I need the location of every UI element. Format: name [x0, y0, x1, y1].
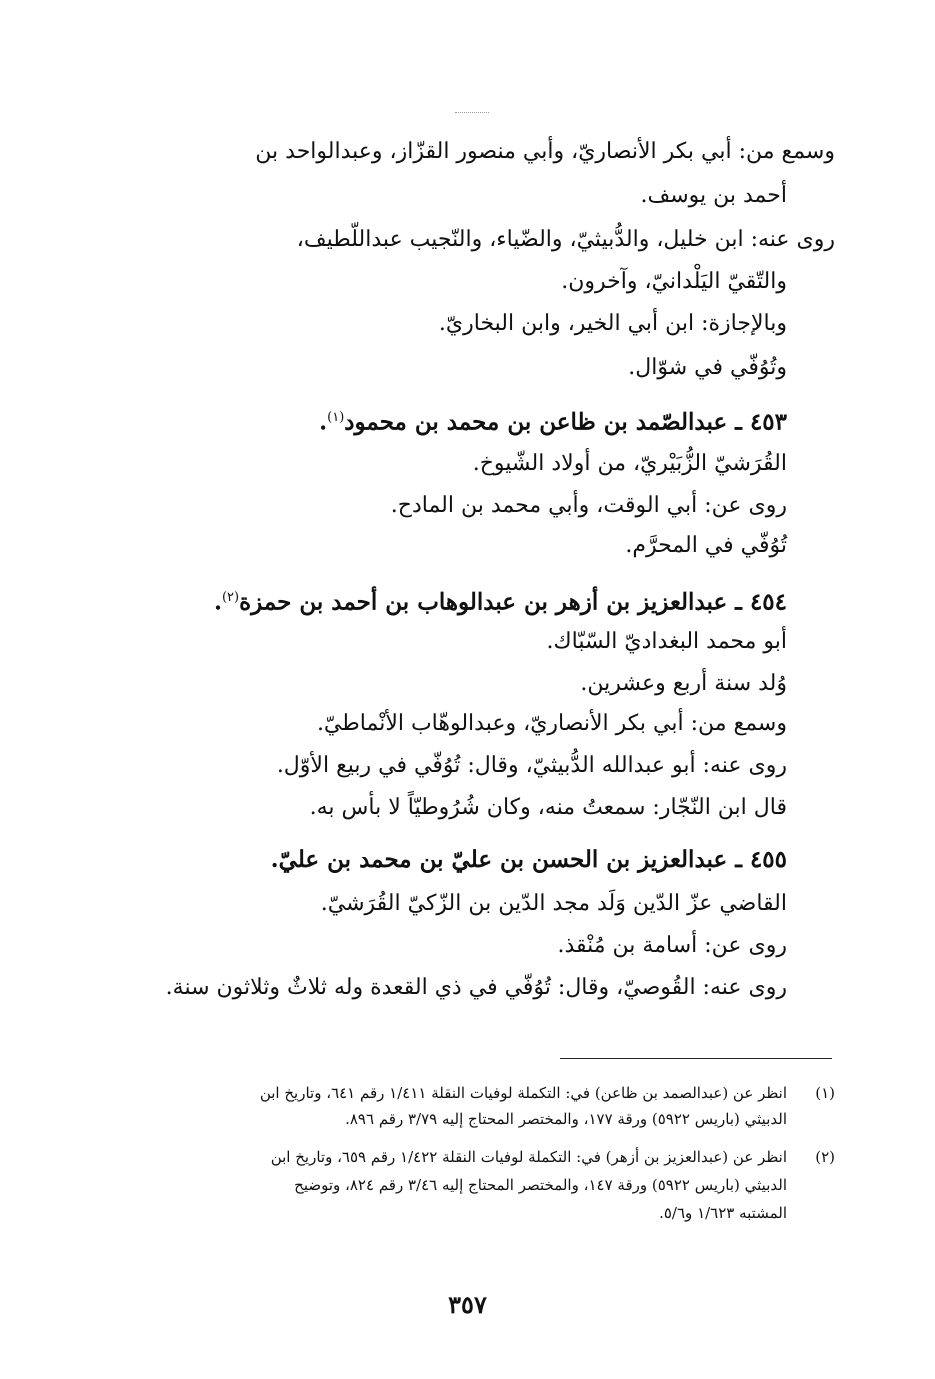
entry-end-mark: . [213, 588, 222, 616]
text-line: وسمع من: أبي بكر الأنصاريّ، وعبدالوهّاب الأنْماطيّ. [316, 711, 787, 736]
entry-end-mark: . [319, 408, 328, 436]
text-line: القاضي عزّ الدّين وَلَد مجد الدّين بن الزّكيّ القُرَشيّ. [320, 891, 787, 916]
footnote-line: الدبيثي (باريس ٥٩٢٢) ورقة ١٤٧، والمختصر المحتاج إليه ٣/٤٦ رقم ٨٢٤، وتوضيح [294, 1176, 787, 1194]
footnote-number: (٢) [815, 1148, 835, 1166]
text-line: أبو محمد البغداديّ السّبّاك. [546, 629, 787, 654]
text-line: روى عن: أبي الوقت، وأبي محمد بن المادح. [390, 493, 787, 518]
footnote-line: انظر عن (عبدالصمد بن ظاعن) في: التكملة لوفيات النقلة ١/٤١١ رقم ٦٤١، وتاريخ ابن [259, 1084, 787, 1102]
header-ornament [455, 112, 489, 113]
text-line: روى عنه: أبو عبدالله الدُّبيثيّ، وقال: تُوُفّي في ربيع الأوّل. [276, 753, 787, 778]
text-line: روى عنه: القُوصيّ، وقال: تُوُفّي في ذي القعدة وله ثلاثٌ وثلاثون سنة. [165, 975, 787, 1000]
text-line: وُلد سنة أربع وعشرين. [580, 671, 787, 696]
entry-heading-453 [319, 402, 787, 439]
text-line: روى عنه: ابن خليل، والدُّبيثيّ، والضّياء، والنّجيب عبداللّطيف، [296, 227, 835, 252]
page-number: ٣٥٧ [448, 1290, 487, 1319]
text-line: أحمد بن يوسف. [640, 183, 787, 208]
footnote-line: الدبيثي (باريس ٥٩٢٢) ورقة ١٧٧، والمختصر المحتاج إليه ٣/٧٩ رقم ٨٩٦. [345, 1110, 787, 1128]
footnote-separator [560, 1058, 832, 1059]
text-line: قال ابن النّجّار: سمعتُ منه، وكان شُرُوطيّاً لا بأس به. [309, 795, 787, 820]
text-line: تُوُفّي في المحرَّم. [625, 533, 787, 558]
footnote-ref: (١) [327, 410, 345, 425]
footnote-line: انظر عن (عبدالعزيز بن أزهر) في: التكملة لوفيات النقلة ١/٤٢٢ رقم ٦٥٩، وتاريخ ابن [270, 1148, 787, 1166]
text-line: القُرَشيّ الزُّبَيْريّ، من أولاد الشّيوخ. [472, 451, 787, 476]
entry-title: ٤٥٣ ـ عبدالصّمد بن ظاعن بن محمد بن محمود [344, 408, 787, 436]
footnote-number: (١) [815, 1084, 835, 1102]
entry-heading-455: ٤٥٥ ـ عبدالعزيز بن الحسن بن عليّ بن محمد بن عليّ. [270, 846, 787, 873]
text-line: وسمع من: أبي بكر الأنصاريّ، وأبي منصور القزّاز، وعبدالواحد بن [255, 139, 835, 164]
text-line: وبالإجازة: ابن أبي الخير، وابن البخاريّ. [438, 311, 787, 336]
text-line: وتُوُفّي في شوّال. [628, 355, 787, 380]
text-line: روى عن: أسامة بن مُنْقذ. [557, 933, 787, 958]
entry-heading-454 [214, 582, 787, 619]
entry-title: ٤٥٤ ـ عبدالعزيز بن أزهر بن عبدالوهاب بن أحمد بن حمزة [239, 588, 787, 616]
footnote-ref: (٢) [221, 590, 240, 605]
text-line: والتّقيّ اليَلْدانيّ، وآخرون. [561, 269, 787, 294]
footnote-line: المشتبه ١/٦٢٣ و٥/٦. [659, 1204, 787, 1222]
